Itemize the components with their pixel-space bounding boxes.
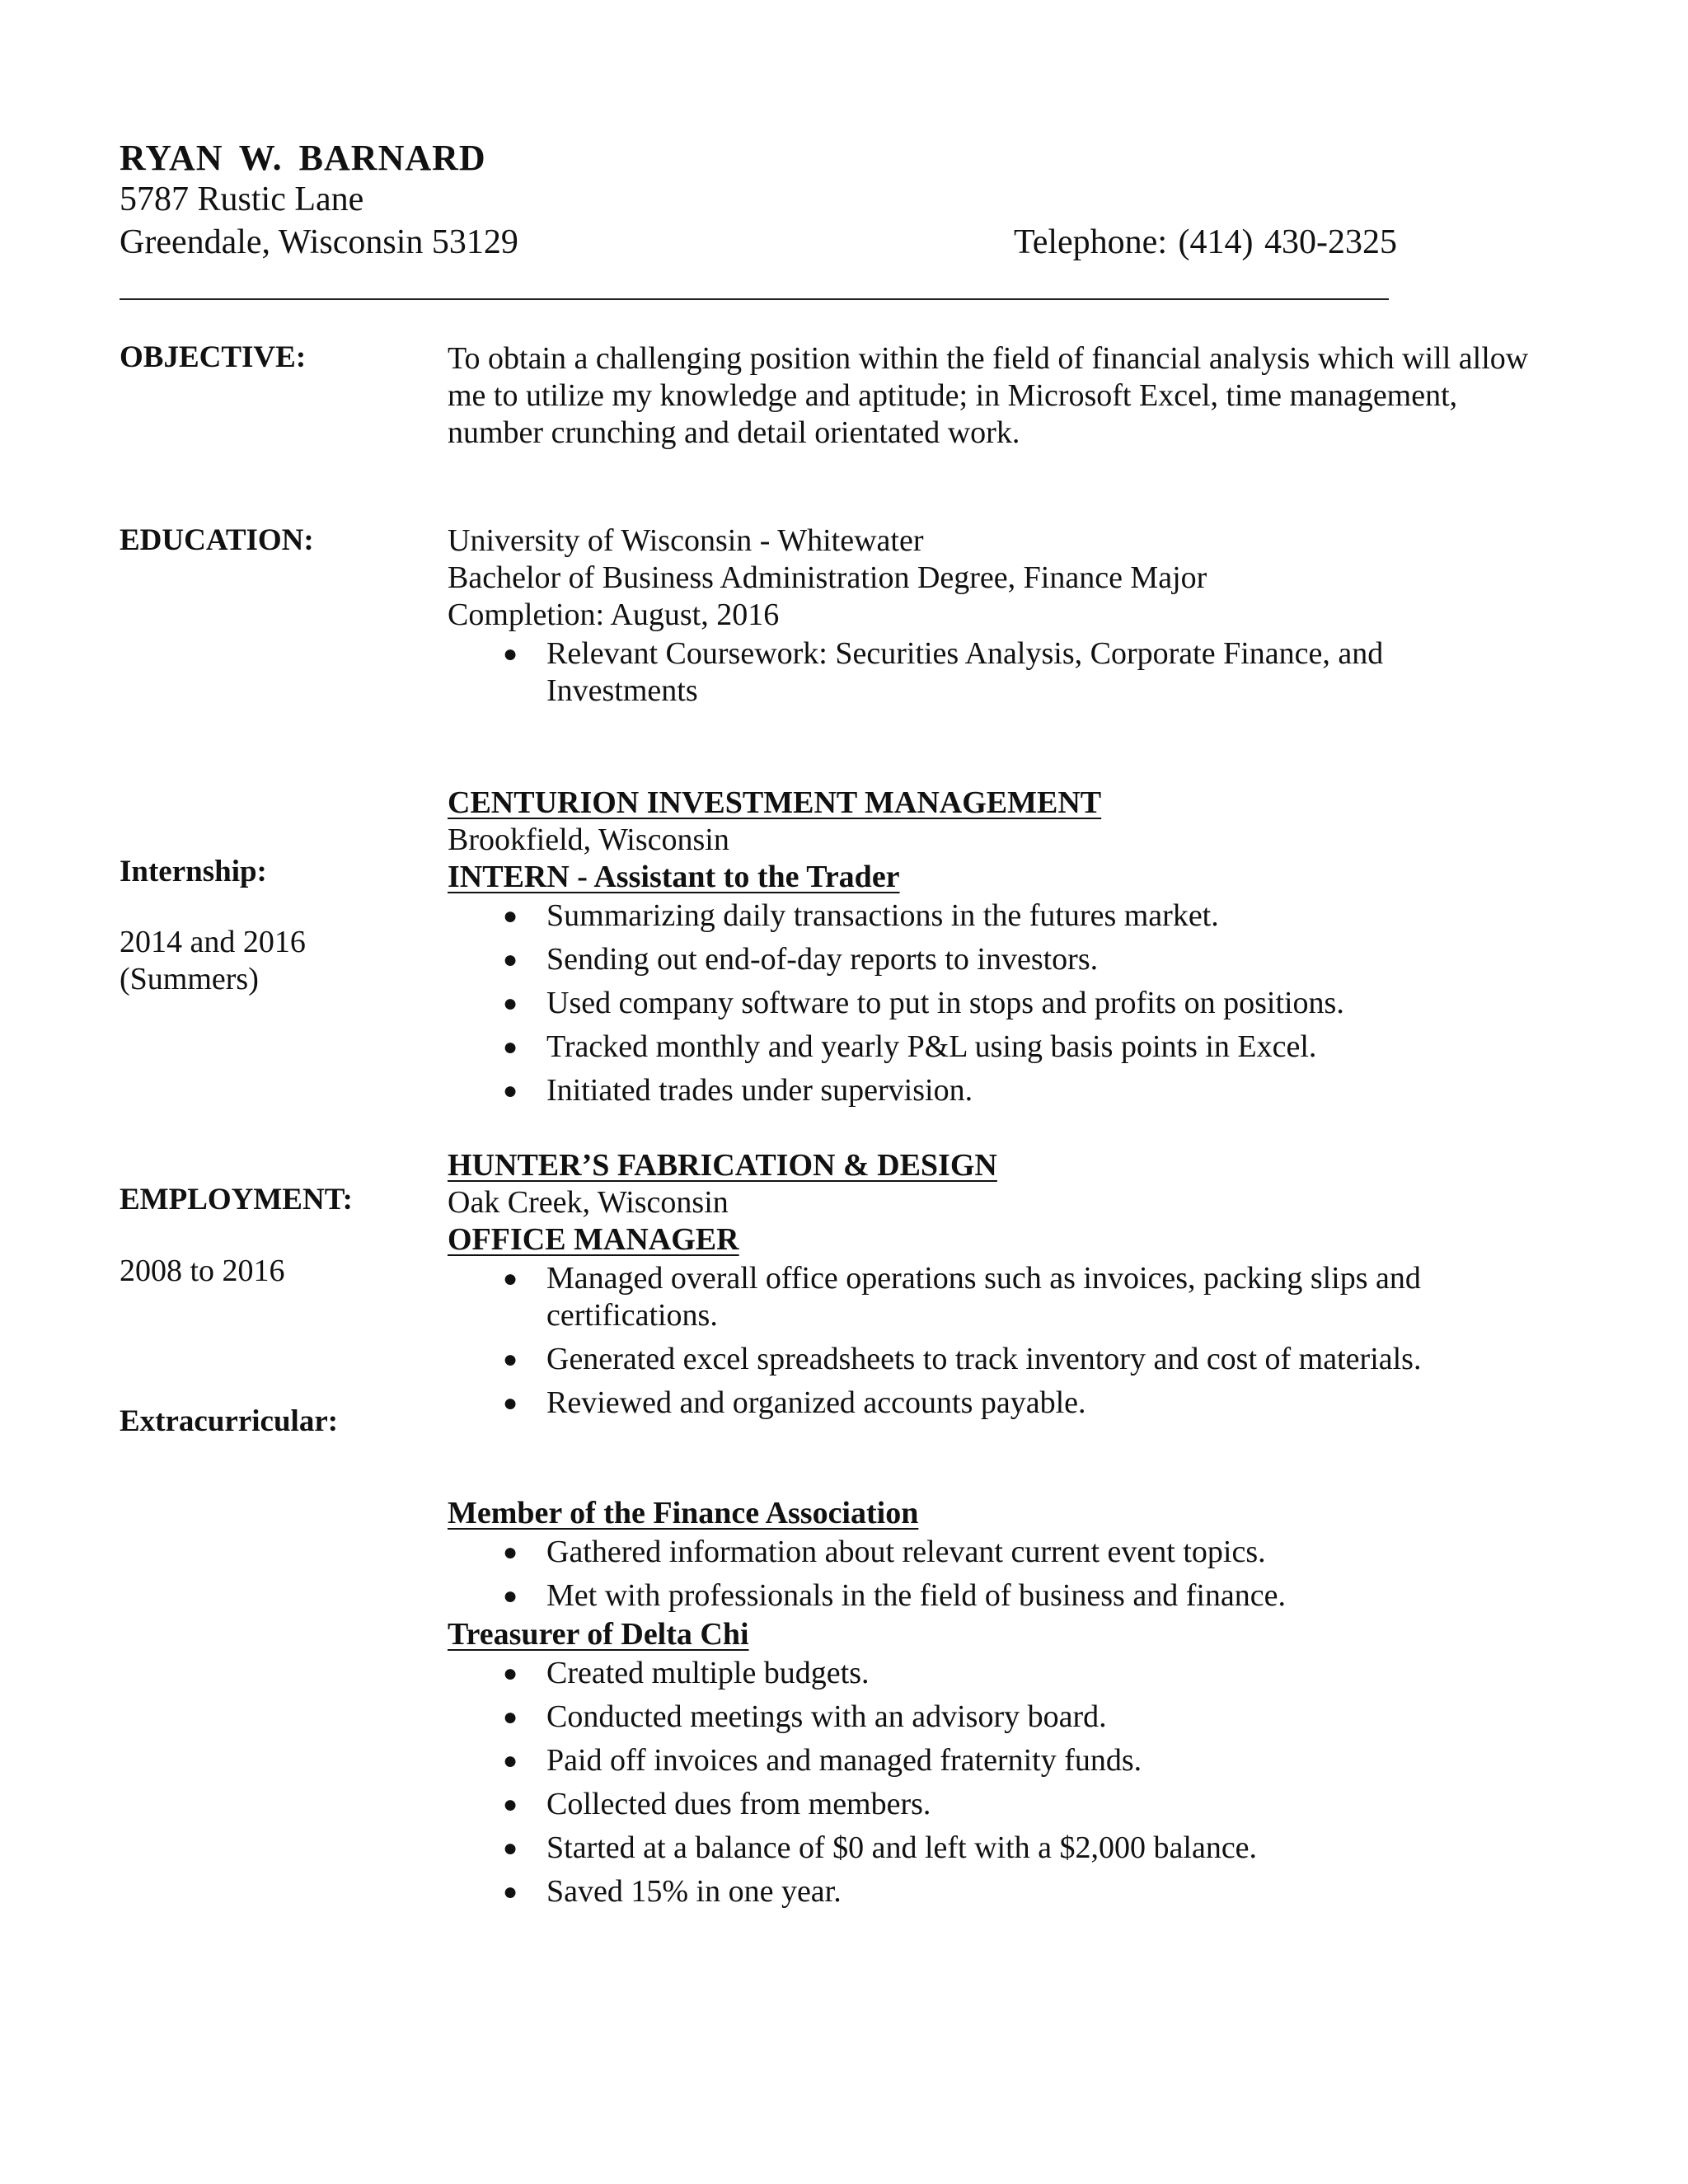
bullet-icon: ● [503, 1704, 518, 1731]
internship-location: Brookfield, Wisconsin [448, 823, 729, 857]
bullet-icon: ● [503, 990, 518, 1017]
candidate-name: RYAN W. BARNARD [120, 138, 486, 178]
list-item: ● Paid off invoices and managed fraternity funds. [503, 1743, 1142, 1778]
list-item: ● Collected dues from members. [503, 1787, 931, 1821]
extracurricular-label: Extracurricular: [120, 1404, 339, 1438]
list-item: ● Reviewed and organized accounts payable. [503, 1385, 1086, 1420]
bullet-icon: ● [503, 1582, 518, 1610]
employment-label: EMPLOYMENT: [120, 1183, 353, 1216]
bullet-icon: ● [503, 1077, 518, 1104]
bullet-icon: ● [503, 1660, 518, 1687]
bullet-icon: ● [503, 1539, 518, 1566]
list-item: ● Managed overall office operations such as invoices, packing slips and certifications. [503, 1261, 1421, 1333]
internship-note: (Summers) [120, 962, 259, 996]
city-state-zip: Greendale, Wisconsin 53129 [120, 223, 518, 261]
list-item: ● Started at a balance of $0 and left with a $2,000 balance. [503, 1830, 1258, 1865]
completion-date: Completion: August, 2016 [448, 598, 780, 632]
internship-company: CENTURION INVESTMENT MANAGEMENT [448, 785, 1102, 820]
internship-section [448, 785, 1552, 1116]
list-item: ● Conducted meetings with an advisory board. [503, 1699, 1107, 1734]
list-item: ● Sending out end-of-day reports to investors. [503, 942, 1099, 977]
bullet-icon: ● [503, 946, 518, 973]
list-item: ● Used company software to put in stops and profits on positions. [503, 986, 1344, 1020]
employment-years: 2008 to 2016 [120, 1254, 285, 1288]
bullet-icon: ● [503, 1346, 518, 1373]
list-item: ● Generated excel spreadsheets to track inventory and cost of materials. [503, 1342, 1422, 1376]
bullet-icon: ● [503, 1747, 518, 1774]
extracurricular-section [448, 1495, 1552, 1917]
employment-location: Oak Creek, Wisconsin [448, 1185, 729, 1220]
education-label: EDUCATION: [120, 523, 314, 557]
internship-years: 2014 and 2016 [120, 925, 306, 959]
objective-section [448, 340, 1552, 452]
employment-title: OFFICE MANAGER [448, 1222, 739, 1257]
bullet-icon: ● [503, 1390, 518, 1417]
objective-line: number crunching and detail orientated work. [448, 415, 1020, 450]
bullet-icon: ● [503, 1265, 518, 1292]
telephone: Telephone: (414) 430-2325 [1014, 223, 1397, 261]
education-section [448, 523, 1552, 710]
list-item: ● Saved 15% in one year. [503, 1874, 842, 1909]
street-address: 5787 Rustic Lane [120, 180, 364, 218]
list-item: ● Gathered information about relevant current event topics. [503, 1535, 1266, 1569]
list-item: ● Initiated trades under supervision. [503, 1073, 973, 1108]
list-item: ● Created multiple budgets. [503, 1656, 870, 1690]
bullet-icon: ● [503, 1878, 518, 1905]
internship-label: Internship: [120, 855, 267, 888]
employment-company: HUNTER’S FABRICATION & DESIGN [448, 1148, 997, 1183]
internship-title: INTERN - Assistant to the Trader [448, 860, 900, 894]
objective-line: me to utilize my knowledge and aptitude; in Microsoft Excel, time management, [448, 378, 1458, 413]
list-item: ● Tracked monthly and yearly P&L using basis points in Excel. [503, 1029, 1317, 1064]
degree: Bachelor of Business Administration Degree, Finance Major [448, 560, 1207, 595]
delta-chi-title: Treasurer of Delta Chi [448, 1617, 749, 1652]
bullet-icon: ● [503, 640, 518, 668]
bullet-icon: ● [503, 1033, 518, 1061]
objective-line: To obtain a challenging position within the field of financial analysis which will allow [448, 341, 1529, 376]
header-divider [120, 298, 1389, 300]
bullet-icon: ● [503, 902, 518, 930]
objective-label: OBJECTIVE: [120, 340, 307, 374]
bullet-icon: ● [503, 1791, 518, 1818]
list-item: ● Relevant Coursework: Securities Analysis, Corporate Finance, and Investments [503, 636, 1384, 708]
school-name: University of Wisconsin - Whitewater [448, 523, 924, 558]
list-item: ● Summarizing daily transactions in the futures market. [503, 898, 1219, 933]
list-item: ● Met with professionals in the field of business and finance. [503, 1578, 1287, 1613]
bullet-icon: ● [503, 1835, 518, 1862]
finance-association-title: Member of the Finance Association [448, 1496, 919, 1530]
employment-section [448, 1147, 1552, 1428]
